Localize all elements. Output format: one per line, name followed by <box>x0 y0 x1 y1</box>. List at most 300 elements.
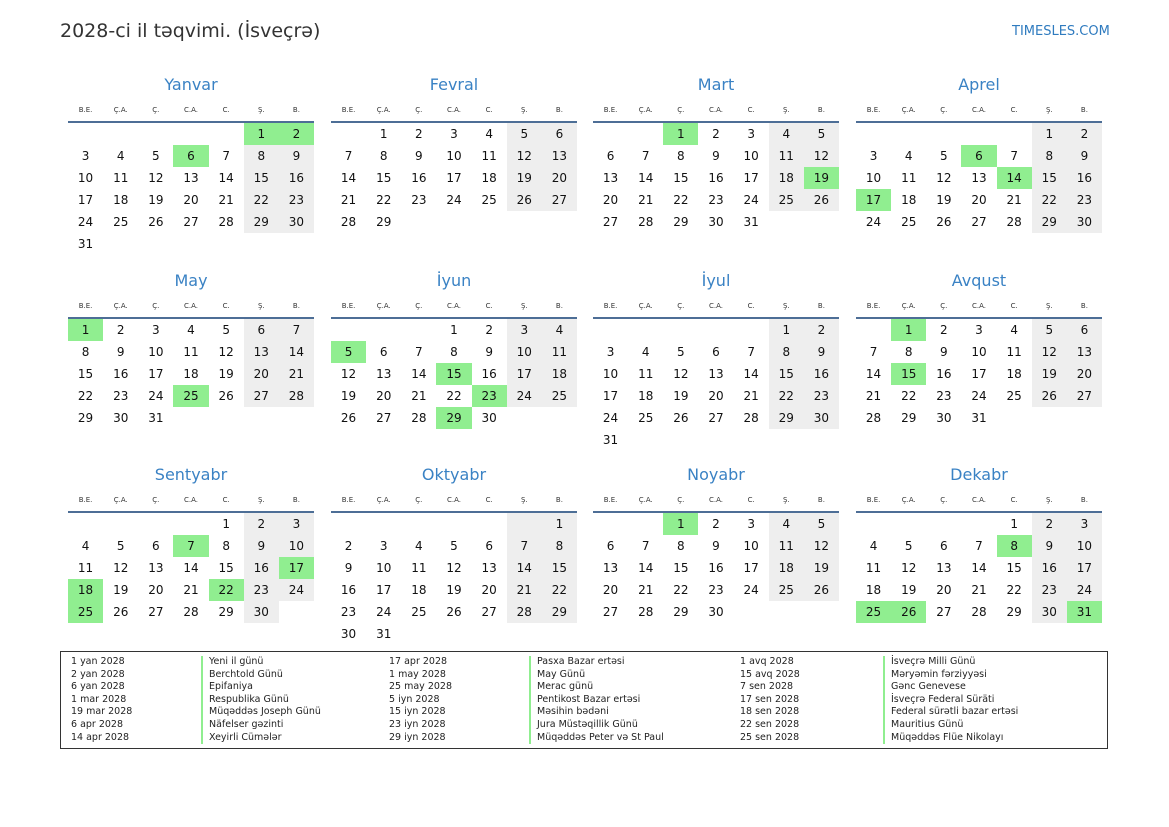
day-cell[interactable]: 23 <box>279 189 314 211</box>
day-cell[interactable]: 1 <box>663 512 698 535</box>
day-cell[interactable]: 24 <box>865 215 882 229</box>
day-cell[interactable]: 26 <box>673 411 689 425</box>
day-cell[interactable]: 22 <box>673 193 689 207</box>
day-cell[interactable]: 9 <box>804 341 839 363</box>
day-cell[interactable]: 22 <box>1006 583 1022 597</box>
day-cell[interactable]: 6 <box>1067 318 1102 341</box>
day-cell[interactable]: 22 <box>209 579 244 601</box>
day-cell[interactable]: 2 <box>485 323 493 337</box>
day-cell[interactable]: 13 <box>148 561 164 575</box>
day-cell[interactable]: 11 <box>411 561 427 575</box>
day-cell[interactable]: 29 <box>436 407 471 429</box>
day-cell[interactable]: 7 <box>1010 149 1018 163</box>
day-cell[interactable]: 14 <box>971 561 987 575</box>
day-cell[interactable]: 31 <box>148 411 164 425</box>
day-cell[interactable]: 18 <box>68 579 103 601</box>
day-cell[interactable]: 4 <box>904 149 913 163</box>
day-cell[interactable]: 3 <box>152 323 160 337</box>
day-cell[interactable]: 9 <box>940 345 948 359</box>
day-cell[interactable]: 23 <box>708 193 724 207</box>
day-cell[interactable]: 9 <box>116 345 125 359</box>
day-cell[interactable]: 26 <box>113 605 129 619</box>
day-cell[interactable]: 10 <box>279 535 314 557</box>
day-cell[interactable]: 12 <box>340 367 357 381</box>
day-cell[interactable]: 22 <box>769 385 804 407</box>
day-cell[interactable]: 25 <box>769 579 804 601</box>
day-cell[interactable]: 16 <box>1032 557 1067 579</box>
day-cell[interactable]: 1 <box>769 318 804 341</box>
day-cell[interactable]: 12 <box>936 171 952 185</box>
day-cell[interactable]: 21 <box>743 389 759 403</box>
day-cell[interactable]: 21 <box>1006 193 1022 207</box>
day-cell[interactable]: 8 <box>1032 145 1067 167</box>
day-cell[interactable]: 20 <box>183 193 199 207</box>
day-cell[interactable]: 4 <box>81 539 90 553</box>
day-cell[interactable]: 4 <box>641 345 650 359</box>
day-cell[interactable]: 28 <box>638 215 654 229</box>
day-cell[interactable]: 18 <box>1006 367 1022 381</box>
day-cell[interactable]: 28 <box>340 215 357 229</box>
day-cell[interactable]: 5 <box>804 512 839 535</box>
day-cell[interactable]: 20 <box>936 583 952 597</box>
day-cell[interactable]: 31 <box>77 237 94 251</box>
day-cell[interactable]: 3 <box>606 345 615 359</box>
day-cell[interactable]: 30 <box>1032 601 1067 623</box>
day-cell[interactable]: 1 <box>1032 122 1067 145</box>
day-cell[interactable]: 16 <box>113 367 129 381</box>
day-cell[interactable]: 17 <box>602 389 619 403</box>
day-cell[interactable]: 26 <box>148 215 164 229</box>
day-cell[interactable]: 24 <box>743 193 759 207</box>
day-cell[interactable]: 19 <box>673 389 689 403</box>
day-cell[interactable]: 26 <box>804 579 839 601</box>
day-cell[interactable]: 7 <box>747 345 755 359</box>
day-cell[interactable]: 30 <box>113 411 129 425</box>
day-cell[interactable]: 6 <box>379 345 388 359</box>
day-cell[interactable]: 11 <box>865 561 882 575</box>
day-cell[interactable]: 2 <box>116 323 125 337</box>
day-cell[interactable]: 4 <box>485 127 493 141</box>
day-cell[interactable]: 24 <box>602 411 619 425</box>
day-cell[interactable]: 8 <box>997 535 1032 557</box>
day-cell[interactable]: 7 <box>975 539 983 553</box>
day-cell[interactable]: 7 <box>279 318 314 341</box>
day-cell[interactable]: 5 <box>804 122 839 145</box>
day-cell[interactable]: 7 <box>173 535 208 557</box>
day-cell[interactable]: 4 <box>769 122 804 145</box>
day-cell[interactable]: 5 <box>507 122 542 145</box>
day-cell[interactable]: 26 <box>340 411 357 425</box>
day-cell[interactable]: 20 <box>971 193 987 207</box>
day-cell[interactable]: 2 <box>279 122 314 145</box>
day-cell[interactable]: 27 <box>244 385 279 407</box>
day-cell[interactable]: 13 <box>602 171 619 185</box>
day-cell[interactable]: 19 <box>804 557 839 579</box>
day-cell[interactable]: 27 <box>148 605 164 619</box>
day-cell[interactable]: 30 <box>936 411 952 425</box>
day-cell[interactable]: 11 <box>769 535 804 557</box>
day-cell[interactable]: 17 <box>376 583 392 597</box>
day-cell[interactable]: 5 <box>450 539 458 553</box>
day-cell[interactable]: 8 <box>222 539 230 553</box>
day-cell[interactable]: 9 <box>1067 145 1102 167</box>
day-cell[interactable]: 10 <box>507 341 542 363</box>
day-cell[interactable]: 7 <box>641 149 650 163</box>
day-cell[interactable]: 4 <box>415 539 423 553</box>
day-cell[interactable]: 13 <box>376 367 392 381</box>
day-cell[interactable]: 8 <box>542 535 577 557</box>
day-cell[interactable]: 10 <box>1067 535 1102 557</box>
day-cell[interactable]: 3 <box>1067 512 1102 535</box>
day-cell[interactable]: 30 <box>804 407 839 429</box>
day-cell[interactable]: 28 <box>279 385 314 407</box>
day-cell[interactable]: 23 <box>936 389 952 403</box>
day-cell[interactable]: 5 <box>331 341 366 363</box>
day-cell[interactable]: 10 <box>971 345 987 359</box>
day-cell[interactable]: 30 <box>244 601 279 623</box>
day-cell[interactable]: 1 <box>1010 517 1018 531</box>
day-cell[interactable]: 9 <box>712 539 720 553</box>
day-cell[interactable]: 19 <box>340 389 357 403</box>
day-cell[interactable]: 13 <box>542 145 577 167</box>
day-cell[interactable]: 27 <box>481 605 497 619</box>
day-cell[interactable]: 30 <box>1067 211 1102 233</box>
day-cell[interactable]: 25 <box>638 411 654 425</box>
day-cell[interactable]: 4 <box>1010 323 1018 337</box>
day-cell[interactable]: 27 <box>708 411 724 425</box>
day-cell[interactable]: 29 <box>673 605 689 619</box>
day-cell[interactable]: 15 <box>891 363 926 385</box>
day-cell[interactable]: 10 <box>865 171 882 185</box>
day-cell[interactable]: 30 <box>481 411 497 425</box>
day-cell[interactable]: 30 <box>279 211 314 233</box>
day-cell[interactable]: 2 <box>244 512 279 535</box>
day-cell[interactable]: 22 <box>901 389 917 403</box>
day-cell[interactable]: 24 <box>1067 579 1102 601</box>
day-cell[interactable]: 22 <box>1032 189 1067 211</box>
day-cell[interactable]: 8 <box>450 345 458 359</box>
day-cell[interactable]: 9 <box>344 561 353 575</box>
day-cell[interactable]: 23 <box>340 605 357 619</box>
day-cell[interactable]: 5 <box>116 539 125 553</box>
day-cell[interactable]: 13 <box>244 341 279 363</box>
day-cell[interactable]: 18 <box>901 193 917 207</box>
day-cell[interactable]: 23 <box>244 579 279 601</box>
day-cell[interactable]: 20 <box>1067 363 1102 385</box>
day-cell[interactable]: 19 <box>113 583 129 597</box>
day-cell[interactable]: 21 <box>218 193 234 207</box>
day-cell[interactable]: 17 <box>279 557 314 579</box>
day-cell[interactable]: 14 <box>218 171 234 185</box>
day-cell[interactable]: 18 <box>411 583 427 597</box>
day-cell[interactable]: 25 <box>481 193 497 207</box>
brand-link[interactable]: TIMESLES.COM <box>1012 24 1110 39</box>
day-cell[interactable]: 25 <box>68 601 103 623</box>
day-cell[interactable]: 26 <box>804 189 839 211</box>
day-cell[interactable]: 3 <box>279 512 314 535</box>
day-cell[interactable]: 11 <box>542 341 577 363</box>
day-cell[interactable]: 24 <box>971 389 987 403</box>
day-cell[interactable]: 3 <box>81 149 90 163</box>
day-cell[interactable]: 5 <box>940 149 948 163</box>
day-cell[interactable]: 10 <box>446 149 462 163</box>
day-cell[interactable]: 15 <box>673 561 689 575</box>
day-cell[interactable]: 9 <box>244 535 279 557</box>
day-cell[interactable]: 8 <box>677 149 685 163</box>
day-cell[interactable]: 19 <box>148 193 164 207</box>
day-cell[interactable]: 27 <box>1067 385 1102 407</box>
day-cell[interactable]: 11 <box>901 171 917 185</box>
day-cell[interactable]: 14 <box>183 561 199 575</box>
day-cell[interactable]: 1 <box>663 122 698 145</box>
day-cell[interactable]: 26 <box>446 605 462 619</box>
day-cell[interactable]: 17 <box>507 363 542 385</box>
day-cell[interactable]: 13 <box>708 367 724 381</box>
day-cell[interactable]: 21 <box>183 583 199 597</box>
day-cell[interactable]: 5 <box>222 323 230 337</box>
day-cell[interactable]: 6 <box>485 539 493 553</box>
day-cell[interactable]: 11 <box>183 345 199 359</box>
day-cell[interactable]: 29 <box>542 601 577 623</box>
day-cell[interactable]: 14 <box>638 171 654 185</box>
day-cell[interactable]: 9 <box>712 149 720 163</box>
day-cell[interactable]: 15 <box>77 367 94 381</box>
day-cell[interactable]: 21 <box>411 389 427 403</box>
day-cell[interactable]: 1 <box>379 127 388 141</box>
day-cell[interactable]: 2 <box>1032 512 1067 535</box>
day-cell[interactable]: 28 <box>183 605 199 619</box>
day-cell[interactable]: 29 <box>77 411 94 425</box>
day-cell[interactable]: 6 <box>542 122 577 145</box>
day-cell[interactable]: 14 <box>997 167 1032 189</box>
day-cell[interactable]: 12 <box>804 535 839 557</box>
day-cell[interactable]: 26 <box>1032 385 1067 407</box>
day-cell[interactable]: 26 <box>507 189 542 211</box>
day-cell[interactable]: 16 <box>340 583 357 597</box>
day-cell[interactable]: 12 <box>673 367 689 381</box>
day-cell[interactable]: 11 <box>481 149 497 163</box>
day-cell[interactable]: 12 <box>446 561 462 575</box>
day-cell[interactable]: 9 <box>279 145 314 167</box>
day-cell[interactable]: 7 <box>344 149 353 163</box>
day-cell[interactable]: 12 <box>148 171 164 185</box>
day-cell[interactable]: 31 <box>743 215 759 229</box>
day-cell[interactable]: 18 <box>865 583 882 597</box>
day-cell[interactable]: 28 <box>507 601 542 623</box>
day-cell[interactable]: 3 <box>975 323 983 337</box>
day-cell[interactable]: 13 <box>602 561 619 575</box>
day-cell[interactable]: 18 <box>183 367 199 381</box>
day-cell[interactable]: 22 <box>673 583 689 597</box>
day-cell[interactable]: 3 <box>507 318 542 341</box>
day-cell[interactable]: 6 <box>940 539 948 553</box>
day-cell[interactable]: 19 <box>446 583 462 597</box>
day-cell[interactable]: 18 <box>638 389 654 403</box>
day-cell[interactable]: 13 <box>1067 341 1102 363</box>
day-cell[interactable]: 21 <box>279 363 314 385</box>
day-cell[interactable]: 5 <box>1032 318 1067 341</box>
day-cell[interactable]: 12 <box>113 561 129 575</box>
day-cell[interactable]: 23 <box>113 389 129 403</box>
day-cell[interactable]: 19 <box>901 583 917 597</box>
day-cell[interactable]: 29 <box>901 411 917 425</box>
day-cell[interactable]: 2 <box>940 323 948 337</box>
day-cell[interactable]: 25 <box>856 601 891 623</box>
day-cell[interactable]: 13 <box>183 171 199 185</box>
day-cell[interactable]: 29 <box>673 215 689 229</box>
day-cell[interactable]: 15 <box>1006 561 1022 575</box>
day-cell[interactable]: 20 <box>376 389 392 403</box>
day-cell[interactable]: 19 <box>936 193 952 207</box>
day-cell[interactable]: 27 <box>936 605 952 619</box>
day-cell[interactable]: 18 <box>769 557 804 579</box>
day-cell[interactable]: 8 <box>677 539 685 553</box>
day-cell[interactable]: 26 <box>891 601 926 623</box>
day-cell[interactable]: 15 <box>376 171 392 185</box>
day-cell[interactable]: 25 <box>173 385 208 407</box>
day-cell[interactable]: 17 <box>743 171 759 185</box>
day-cell[interactable]: 25 <box>542 385 577 407</box>
day-cell[interactable]: 2 <box>712 517 720 531</box>
day-cell[interactable]: 4 <box>869 539 878 553</box>
day-cell[interactable]: 23 <box>1032 579 1067 601</box>
day-cell[interactable]: 29 <box>1032 211 1067 233</box>
day-cell[interactable]: 17 <box>856 189 891 211</box>
day-cell[interactable]: 28 <box>1006 215 1022 229</box>
day-cell[interactable]: 6 <box>712 345 720 359</box>
day-cell[interactable]: 19 <box>218 367 234 381</box>
day-cell[interactable]: 9 <box>485 345 493 359</box>
day-cell[interactable]: 2 <box>804 318 839 341</box>
day-cell[interactable]: 10 <box>743 149 759 163</box>
day-cell[interactable]: 15 <box>769 363 804 385</box>
day-cell[interactable]: 24 <box>279 579 314 601</box>
day-cell[interactable]: 28 <box>865 411 882 425</box>
day-cell[interactable]: 17 <box>971 367 987 381</box>
day-cell[interactable]: 16 <box>279 167 314 189</box>
day-cell[interactable]: 29 <box>1006 605 1022 619</box>
day-cell[interactable]: 30 <box>340 627 357 641</box>
day-cell[interactable]: 9 <box>1032 535 1067 557</box>
day-cell[interactable]: 7 <box>507 535 542 557</box>
day-cell[interactable]: 27 <box>971 215 987 229</box>
day-cell[interactable]: 24 <box>446 193 462 207</box>
day-cell[interactable]: 6 <box>606 539 615 553</box>
day-cell[interactable]: 3 <box>747 127 755 141</box>
day-cell[interactable]: 5 <box>677 345 685 359</box>
day-cell[interactable]: 17 <box>446 171 462 185</box>
day-cell[interactable]: 20 <box>602 193 619 207</box>
day-cell[interactable]: 14 <box>507 557 542 579</box>
day-cell[interactable]: 4 <box>769 512 804 535</box>
day-cell[interactable]: 28 <box>638 605 654 619</box>
day-cell[interactable]: 18 <box>542 363 577 385</box>
day-cell[interactable]: 20 <box>244 363 279 385</box>
day-cell[interactable]: 26 <box>218 389 234 403</box>
day-cell[interactable]: 11 <box>769 145 804 167</box>
day-cell[interactable]: 27 <box>602 605 619 619</box>
day-cell[interactable]: 21 <box>638 193 654 207</box>
day-cell[interactable]: 29 <box>218 605 234 619</box>
day-cell[interactable]: 18 <box>113 193 129 207</box>
day-cell[interactable]: 2 <box>712 127 720 141</box>
day-cell[interactable]: 15 <box>436 363 471 385</box>
day-cell[interactable]: 18 <box>769 167 804 189</box>
day-cell[interactable]: 1 <box>222 517 230 531</box>
day-cell[interactable]: 28 <box>971 605 987 619</box>
day-cell[interactable]: 23 <box>804 385 839 407</box>
day-cell[interactable]: 1 <box>542 512 577 535</box>
day-cell[interactable]: 21 <box>971 583 987 597</box>
day-cell[interactable]: 23 <box>708 583 724 597</box>
day-cell[interactable]: 12 <box>507 145 542 167</box>
day-cell[interactable]: 22 <box>244 189 279 211</box>
day-cell[interactable]: 24 <box>743 583 759 597</box>
day-cell[interactable]: 1 <box>891 318 926 341</box>
day-cell[interactable]: 1 <box>450 323 458 337</box>
day-cell[interactable]: 6 <box>606 149 615 163</box>
day-cell[interactable]: 31 <box>602 433 619 447</box>
day-cell[interactable]: 19 <box>804 167 839 189</box>
day-cell[interactable]: 4 <box>187 323 195 337</box>
day-cell[interactable]: 10 <box>148 345 164 359</box>
day-cell[interactable]: 7 <box>641 539 650 553</box>
day-cell[interactable]: 12 <box>901 561 917 575</box>
day-cell[interactable]: 16 <box>936 367 952 381</box>
day-cell[interactable]: 27 <box>183 215 199 229</box>
day-cell[interactable]: 4 <box>116 149 125 163</box>
day-cell[interactable]: 29 <box>244 211 279 233</box>
day-cell[interactable]: 22 <box>77 389 94 403</box>
day-cell[interactable]: 24 <box>507 385 542 407</box>
day-cell[interactable]: 24 <box>77 215 94 229</box>
day-cell[interactable]: 27 <box>542 189 577 211</box>
day-cell[interactable]: 15 <box>244 167 279 189</box>
day-cell[interactable]: 4 <box>542 318 577 341</box>
day-cell[interactable]: 6 <box>173 145 208 167</box>
day-cell[interactable]: 20 <box>542 167 577 189</box>
day-cell[interactable]: 7 <box>222 149 230 163</box>
day-cell[interactable]: 1 <box>68 318 103 341</box>
day-cell[interactable]: 3 <box>747 517 755 531</box>
day-cell[interactable]: 19 <box>507 167 542 189</box>
day-cell[interactable]: 27 <box>602 215 619 229</box>
day-cell[interactable]: 8 <box>904 345 913 359</box>
day-cell[interactable]: 15 <box>1032 167 1067 189</box>
day-cell[interactable]: 23 <box>472 385 507 407</box>
day-cell[interactable]: 19 <box>1032 363 1067 385</box>
day-cell[interactable]: 10 <box>376 561 392 575</box>
day-cell[interactable]: 11 <box>77 561 94 575</box>
day-cell[interactable]: 31 <box>971 411 987 425</box>
day-cell[interactable]: 14 <box>865 367 882 381</box>
day-cell[interactable]: 17 <box>743 561 759 575</box>
day-cell[interactable]: 28 <box>743 411 759 425</box>
day-cell[interactable]: 23 <box>1067 189 1102 211</box>
day-cell[interactable]: 20 <box>481 583 497 597</box>
day-cell[interactable]: 22 <box>376 193 392 207</box>
day-cell[interactable]: 14 <box>340 171 357 185</box>
day-cell[interactable]: 5 <box>904 539 913 553</box>
day-cell[interactable]: 22 <box>542 579 577 601</box>
day-cell[interactable]: 21 <box>865 389 882 403</box>
day-cell[interactable]: 14 <box>638 561 654 575</box>
day-cell[interactable]: 16 <box>244 557 279 579</box>
day-cell[interactable]: 2 <box>415 127 423 141</box>
day-cell[interactable]: 17 <box>1067 557 1102 579</box>
day-cell[interactable]: 23 <box>411 193 427 207</box>
day-cell[interactable]: 7 <box>415 345 423 359</box>
